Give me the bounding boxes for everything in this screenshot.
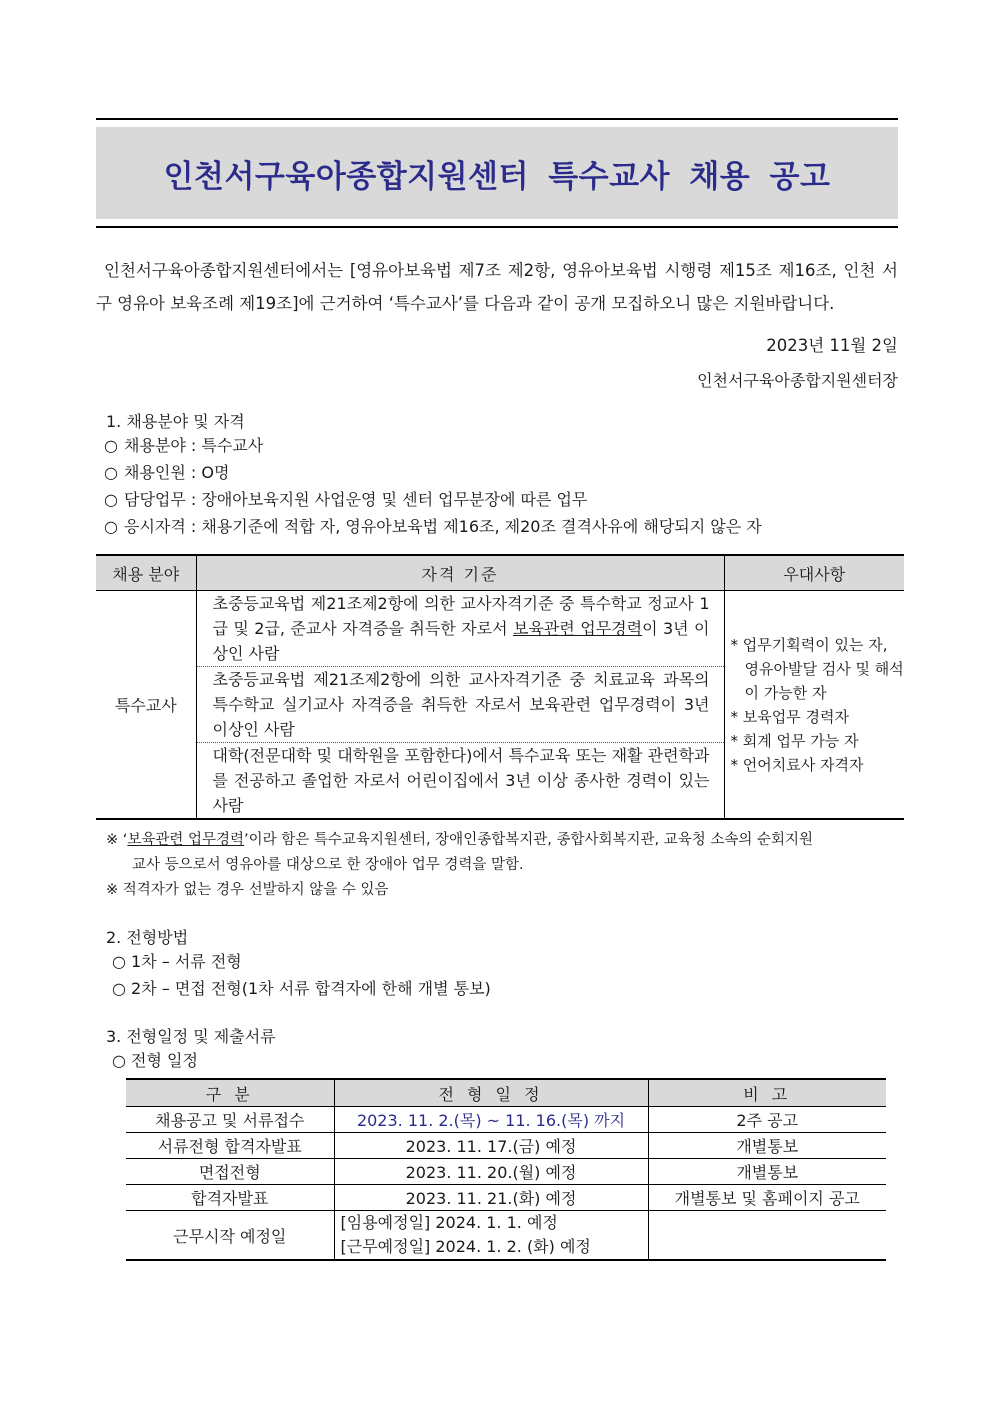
table-header: 전 형 일 정: [334, 1079, 648, 1107]
criteria-cell: [196, 591, 724, 820]
section-3-subtitle: ○ 전형 일정: [112, 1051, 198, 1070]
section-1-title: 1. 채용분야 및 자격: [106, 412, 245, 431]
table-header: 우대사항: [724, 555, 904, 591]
section-2-title: 2. 전형방법: [106, 928, 189, 947]
table-header: 비 고: [648, 1079, 886, 1107]
note-2: ※ 적격자가 없는 경우 선발하지 않을 수 있음: [106, 882, 389, 898]
criteria-item: 초중등교육법 제21조제2항에 의한 교사자격기준 중 치료교육 과목의 특수학교 실기교사 자격증을 취득한 자로서 보육관련 업무경력이 3년 이상인 사람: [197, 666, 724, 742]
preference-item: * 업무기획력이 있는 자, 영유아발달 검사 및 해석이 가능한 자: [730, 635, 904, 702]
document-page: [96, 118, 904, 1261]
announcement-date: 2023년 11월 2일: [766, 336, 898, 355]
table-row: 합격자발표 2023. 11. 21.(화) 예정 개별통보 및 홈페이지 공고: [126, 1185, 886, 1211]
table-row: 면접전형 2023. 11. 20.(월) 예정 개별통보: [126, 1159, 886, 1185]
table-header: 구 분: [126, 1079, 334, 1107]
list-item: ○ 응시자격 : 채용기준에 적합 자, 영유아보육법 제16조, 제20조 결격사유에 해당되지 않은 자: [104, 517, 762, 536]
table-row: 서류전형 합격자발표 2023. 11. 17.(금) 예정 개별통보: [126, 1133, 886, 1159]
notes: [96, 828, 898, 903]
table-header: 채용 분야: [96, 555, 196, 591]
page-title: 인천서구육아종합지원센터 특수교사 채용 공고: [163, 158, 831, 195]
table-header: 자격 기준: [196, 555, 724, 591]
preference-item: * 언어치료사 자격자: [730, 755, 864, 774]
preference-item: * 보육업무 경력자: [730, 707, 849, 726]
list-item: ○ 채용분야 : 특수교사: [104, 436, 264, 455]
table-row: 근무시작 예정일 [임용예정일] 2024. 1. 1. 예정 [근무예정일] 2024. 1. 2. (화) 예정: [126, 1211, 886, 1261]
schedule-table: [126, 1078, 886, 1261]
note-1: ※ ‘보육관련 업무경력’이라 함은 특수교육지원센터, 장애인종합복지관, 종합사회복지관, 교육청 소속의 순회지원: [106, 832, 814, 848]
preference-item: * 회계 업무 가능 자: [730, 731, 859, 750]
list-item: ○ 담당업무 : 장애아보육지원 사업운영 및 센터 업무분장에 따른 업무: [104, 490, 588, 509]
criteria-item: 초중등교육법 제21조제2항에 의한 교사자격기준 중 특수학교 정교사 1급 및 2급, 준교사 자격증을 취득한 자로서 보육관련 업무경력이 3년 이상인 사람: [212, 594, 710, 663]
job-field-cell: 특수교사: [114, 696, 177, 715]
section-3-title: 3. 전형일정 및 제출서류: [106, 1027, 276, 1046]
preferences-cell: [724, 591, 904, 820]
list-item: ○ 2차 – 면접 전형(1차 서류 합격자에 한해 개별 통보): [112, 979, 491, 998]
qualification-table: [96, 554, 904, 820]
note-1-continued: 교사 등으로서 영유아를 대상으로 한 장애아 업무 경력을 말함.: [132, 857, 524, 873]
list-item: ○ 채용인원 : O명: [104, 463, 230, 482]
title-banner: [96, 118, 898, 228]
intro-paragraph: 인천서구육아종합지원센터에서는 [영유아보육법 제7조 제2항, 영유아보육법 시행령 제15조 제16조, 인천 서구 영유아 보육조례 제19조]에 근거하여 ‘특수교사’를 다음과 같이 공개 모집하오니 많은 지원바랍니다.: [96, 261, 898, 313]
criteria-item: 대학(전문대학 및 대학원을 포함한다)에서 특수교육 또는 재활 관련학과를 전공하고 졸업한 자로서 어린이집에서 3년 이상 종사한 경력이 있는 사람: [197, 742, 724, 818]
issuing-organization: 인천서구육아종합지원센터장: [697, 371, 898, 390]
table-row: 채용공고 및 서류접수 2023. 11. 2.(목) ~ 11. 16.(목) 까지 2주 공고: [126, 1107, 886, 1133]
list-item: ○ 1차 – 서류 전형: [112, 952, 242, 971]
section-1-list: [96, 432, 898, 540]
